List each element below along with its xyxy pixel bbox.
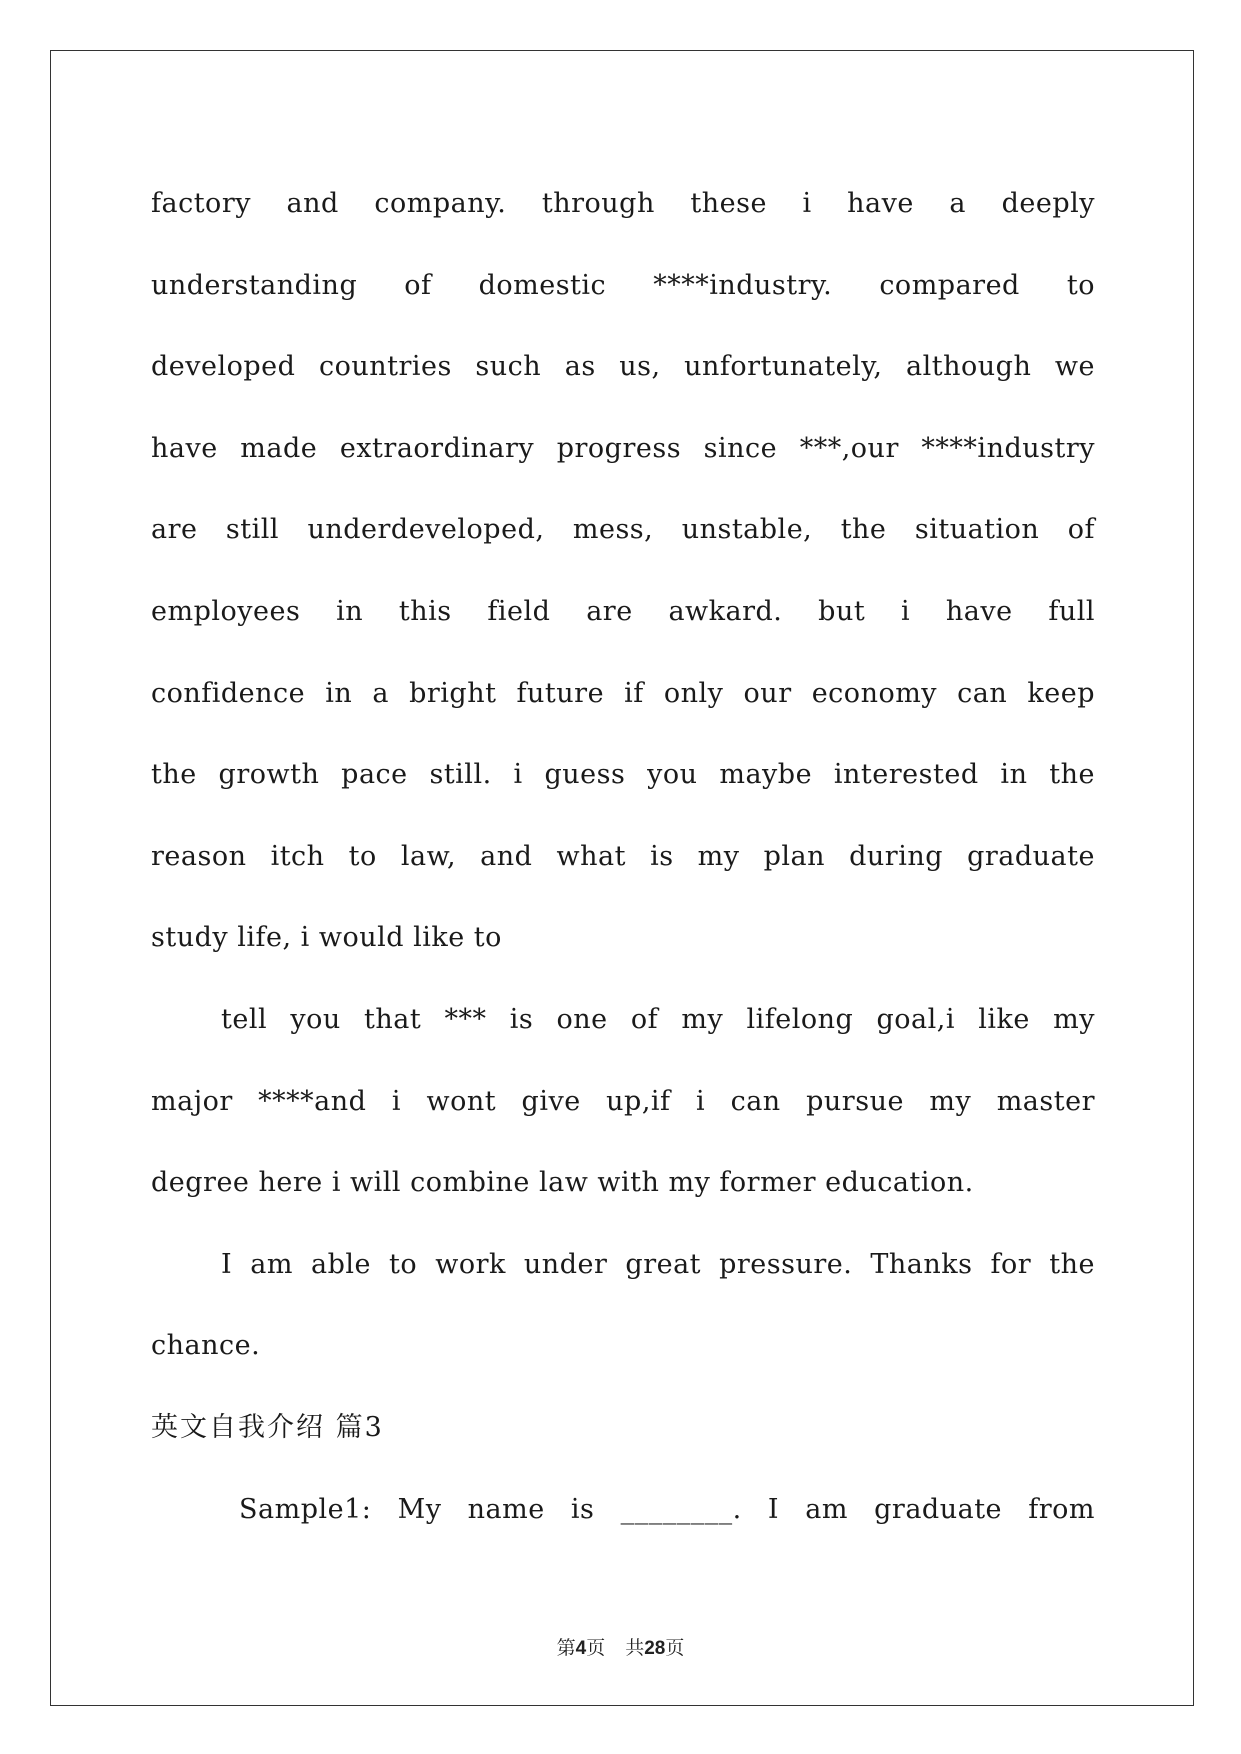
total-prefix: 共	[625, 1637, 645, 1659]
page-number: 4	[575, 1638, 587, 1659]
page-suffix: 页	[586, 1637, 606, 1659]
text-line: developed countries such as us, unfortunately, although we	[151, 351, 1095, 383]
section-heading: 英文自我介绍 篇3	[151, 1411, 384, 1443]
page-total: 28	[644, 1638, 666, 1659]
text-line: confidence in a bright future if only our economy can keep	[151, 677, 1095, 709]
text-line: employees in this field are awkard. but i have full	[151, 595, 1095, 627]
page-footer	[0, 1633, 1241, 1660]
total-suffix: 页	[665, 1637, 685, 1659]
text-line: tell you that *** is one of my lifelong goal,i like my	[221, 1003, 1095, 1035]
page-prefix: 第	[556, 1637, 576, 1659]
text-line: understanding of domestic ****industry. compared to	[151, 269, 1095, 301]
document-body	[151, 163, 1095, 1550]
text-line: reason itch to law, and what is my plan during graduate	[151, 840, 1095, 872]
text-line: are still underdeveloped, mess, unstable, the situation of	[151, 514, 1095, 546]
text-line: major ****and i wont give up,if i can pursue my master	[151, 1085, 1095, 1117]
text-line: degree here i will combine law with my former education.	[151, 1167, 974, 1199]
text-line: study life, i would like to	[151, 922, 502, 954]
text-line: I am able to work under great pressure. Thanks for the	[221, 1248, 1095, 1280]
text-line: Sample1: My name is ________. I am graduate from	[239, 1493, 1095, 1525]
text-line: chance.	[151, 1330, 261, 1362]
text-line: factory and company. through these i have a deeply	[151, 188, 1095, 219]
text-line: have made extraordinary progress since ***,our ****industry	[151, 432, 1095, 464]
text-line: the growth pace still. i guess you maybe interested in the	[151, 759, 1095, 791]
